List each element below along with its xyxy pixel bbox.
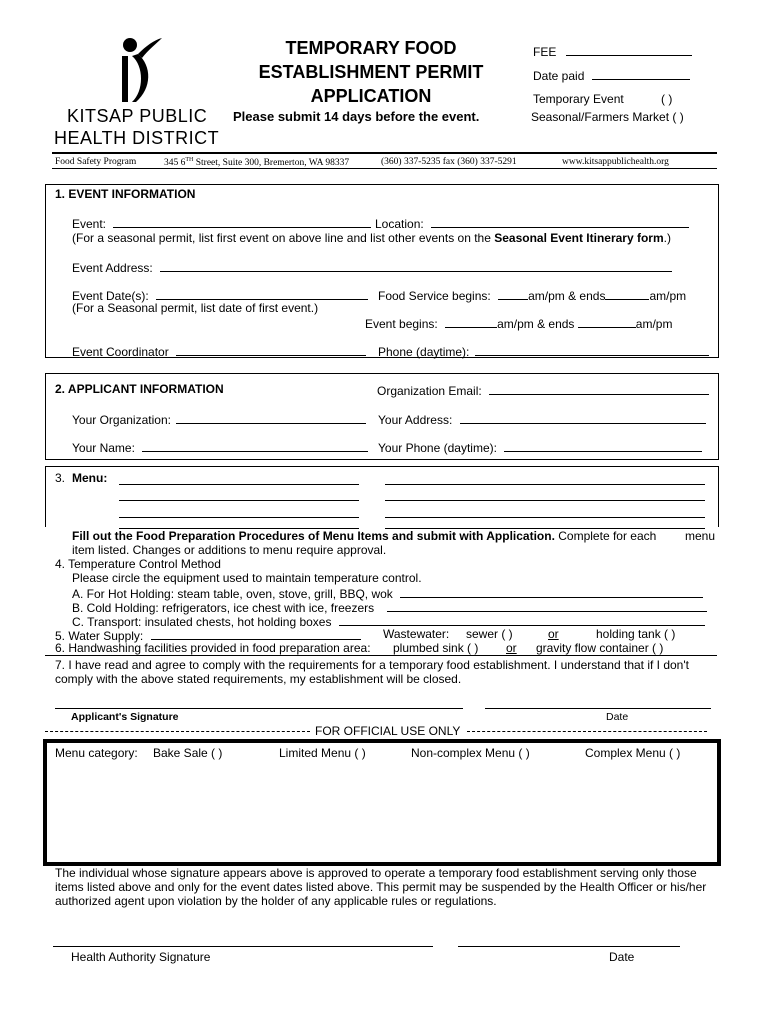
menu-section-number: 3. bbox=[55, 471, 66, 485]
menu-category-label: Menu category: bbox=[55, 746, 138, 760]
menu-item-line-8[interactable] bbox=[385, 516, 705, 529]
event-dates-label: Event Date(s): bbox=[72, 289, 149, 303]
event-address-field[interactable] bbox=[160, 259, 672, 272]
limited-menu-checkbox[interactable]: Limited Menu ( ) bbox=[279, 746, 366, 760]
holding-tank-option[interactable]: holding tank ( ) bbox=[596, 627, 676, 641]
form-title-line2: ESTABLISHMENT PERMIT bbox=[258, 62, 484, 82]
event-information-heading: 1. EVENT INFORMATION bbox=[55, 187, 196, 201]
official-use-dash-right bbox=[467, 731, 707, 732]
temporary-event-checkbox[interactable]: ( ) bbox=[661, 92, 673, 106]
applicant-signature-label: Applicant's Signature bbox=[71, 711, 179, 723]
cold-holding-options[interactable]: B. Cold Holding: refrigerators, ice chest with ice, freezers bbox=[72, 601, 375, 615]
food-service-label: Food Service begins: bbox=[378, 289, 491, 303]
applicant-information-heading: 2. APPLICANT INFORMATION bbox=[55, 382, 224, 396]
temporary-event-label: Temporary Event bbox=[533, 92, 624, 106]
sewer-option[interactable]: sewer ( ) bbox=[466, 627, 513, 641]
gravity-flow-option[interactable]: gravity flow container ( ) bbox=[536, 641, 664, 655]
complex-menu-checkbox[interactable]: Complex Menu ( ) bbox=[585, 746, 681, 760]
your-organization-field[interactable] bbox=[176, 411, 366, 424]
section6-divider bbox=[45, 655, 717, 656]
food-prep-instructions-line2: item listed. Changes or additions to menu require approval. bbox=[72, 543, 387, 557]
health-authority-signature-field[interactable] bbox=[53, 946, 433, 947]
fee-field[interactable] bbox=[566, 43, 692, 56]
event-begins-start-field[interactable] bbox=[445, 315, 497, 328]
agency-address: 345 6TH Street, Suite 300, Bremerton, WA 98337 bbox=[164, 157, 350, 169]
location-label: Location: bbox=[375, 217, 424, 231]
menu-item-line-1[interactable] bbox=[119, 472, 359, 485]
menu-item-line-2[interactable] bbox=[119, 488, 359, 501]
event-dates-note: (For a Seasonal permit, list date of first event.) bbox=[72, 301, 319, 315]
coordinator-phone-field[interactable] bbox=[475, 343, 709, 356]
event-begins-end-field[interactable] bbox=[578, 315, 636, 328]
event-begins-label: Event begins: bbox=[365, 317, 438, 331]
approval-statement-line1: The individual whose signature appears above is approved to operate a temporary food establishment serving only those bbox=[55, 866, 697, 880]
health-authority-date-label: Date bbox=[609, 950, 635, 964]
food-service-start-field[interactable] bbox=[498, 287, 528, 300]
agency-phone-fax: (360) 337-5235 fax (360) 337-5291 bbox=[381, 157, 517, 167]
health-authority-date-field[interactable] bbox=[458, 946, 680, 947]
fee-label: FEE bbox=[533, 45, 557, 59]
applicant-date-label: Date bbox=[606, 711, 629, 723]
coordinator-phone-label: Phone (daytime): bbox=[378, 345, 470, 359]
cold-holding-field[interactable] bbox=[387, 599, 707, 612]
applicant-date-field[interactable] bbox=[485, 708, 711, 709]
official-use-dash-left bbox=[45, 731, 310, 732]
your-address-field[interactable] bbox=[460, 411, 706, 424]
agency-name-line1: KITSAP PUBLIC bbox=[67, 106, 208, 126]
agency-name-line2: HEALTH DISTRICT bbox=[54, 128, 220, 148]
date-paid-label: Date paid bbox=[533, 69, 585, 83]
food-service-end-field[interactable] bbox=[605, 287, 649, 300]
food-service-ampm-2: am/pm bbox=[649, 289, 687, 303]
header-divider bbox=[52, 152, 717, 154]
transport-field[interactable] bbox=[339, 613, 705, 626]
water-supply-label: 5. Water Supply: bbox=[55, 629, 144, 643]
your-phone-field[interactable] bbox=[504, 439, 702, 452]
event-begins-ampm-1: am/pm & ends bbox=[497, 317, 575, 331]
organization-email-label: Organization Email: bbox=[377, 384, 482, 398]
kitsap-logo-figure-icon bbox=[108, 36, 168, 106]
your-organization-label: Your Organization: bbox=[72, 413, 171, 427]
hot-holding-field[interactable] bbox=[400, 585, 703, 598]
location-field[interactable] bbox=[431, 215, 689, 228]
plumbed-sink-option[interactable]: plumbed sink ( ) bbox=[393, 641, 479, 655]
handwashing-or: or bbox=[506, 641, 517, 655]
event-name-field[interactable] bbox=[113, 215, 371, 228]
approval-statement-line3: authorized agent upon violation by the holder of any applicable rules or regulations. bbox=[55, 894, 497, 908]
program-name: Food Safety Program bbox=[55, 157, 137, 167]
agreement-statement-line2: comply with the above stated requirements, my establishment will be closed. bbox=[55, 672, 462, 686]
menu-item-line-6[interactable] bbox=[385, 488, 705, 501]
handwashing-label: 6. Handwashing facilities provided in food preparation area: bbox=[55, 641, 371, 655]
menu-item-line-5[interactable] bbox=[385, 472, 705, 485]
agency-website: www.kitsappublichealth.org bbox=[562, 157, 669, 167]
your-address-label: Your Address: bbox=[378, 413, 453, 427]
form-title-line3: APPLICATION bbox=[310, 86, 432, 106]
your-phone-label: Your Phone (daytime): bbox=[378, 441, 497, 455]
hot-holding-options[interactable]: A. For Hot Holding: steam table, oven, stove, grill, BBQ, wok bbox=[72, 587, 393, 601]
menu-label: Menu: bbox=[72, 471, 108, 485]
event-dates-field[interactable] bbox=[156, 287, 368, 300]
seasonal-permit-note: (For a seasonal permit, list first event on above line and list other events on the Seasonal Event Itinerary form.) bbox=[72, 231, 671, 245]
form-title-line1: TEMPORARY FOOD bbox=[285, 38, 457, 58]
approval-statement-line2: items listed above and only for the event dates listed above. This permit may be suspended by the Health Officer or his/her bbox=[55, 880, 707, 894]
noncomplex-menu-checkbox[interactable]: Non-complex Menu ( ) bbox=[411, 746, 530, 760]
event-begins-ampm-2: am/pm bbox=[635, 317, 673, 331]
date-paid-field[interactable] bbox=[592, 67, 690, 80]
form-subtitle: Please submit 14 days before the event. bbox=[233, 109, 480, 124]
event-coordinator-field[interactable] bbox=[176, 343, 366, 356]
temperature-control-note: Please circle the equipment used to maintain temperature control. bbox=[72, 571, 422, 585]
event-coordinator-label: Event Coordinator bbox=[72, 345, 169, 359]
wastewater-or: or bbox=[548, 627, 559, 641]
contact-divider bbox=[52, 168, 717, 169]
wastewater-label: Wastewater: bbox=[383, 627, 450, 641]
health-authority-signature-label: Health Authority Signature bbox=[71, 950, 211, 964]
organization-email-field[interactable] bbox=[489, 382, 709, 395]
your-name-label: Your Name: bbox=[72, 441, 135, 455]
transport-options[interactable]: C. Transport: insulated chests, hot holding boxes bbox=[72, 615, 332, 629]
food-prep-instructions: Fill out the Food Preparation Procedures of Menu Items and submit with Application. Complete for each bbox=[72, 529, 657, 543]
seasonal-market-checkbox[interactable]: Seasonal/Farmers Market ( ) bbox=[531, 110, 684, 124]
food-prep-instructions-menu: menu bbox=[685, 529, 716, 543]
your-name-field[interactable] bbox=[142, 439, 368, 452]
bake-sale-checkbox[interactable]: Bake Sale ( ) bbox=[153, 746, 223, 760]
agreement-statement-line1: 7. I have read and agree to comply with the requirements for a temporary food establishment. I understand that if I don't bbox=[55, 658, 689, 672]
temperature-control-heading: 4. Temperature Control Method bbox=[55, 557, 221, 571]
menu-item-line-4[interactable] bbox=[119, 516, 359, 529]
applicant-signature-field[interactable] bbox=[55, 708, 463, 709]
water-supply-field[interactable] bbox=[151, 627, 361, 640]
food-service-ampm-1: am/pm & ends bbox=[528, 289, 606, 303]
official-use-label: FOR OFFICIAL USE ONLY bbox=[315, 724, 461, 738]
event-label: Event: bbox=[72, 217, 107, 231]
event-address-label: Event Address: bbox=[72, 261, 153, 275]
